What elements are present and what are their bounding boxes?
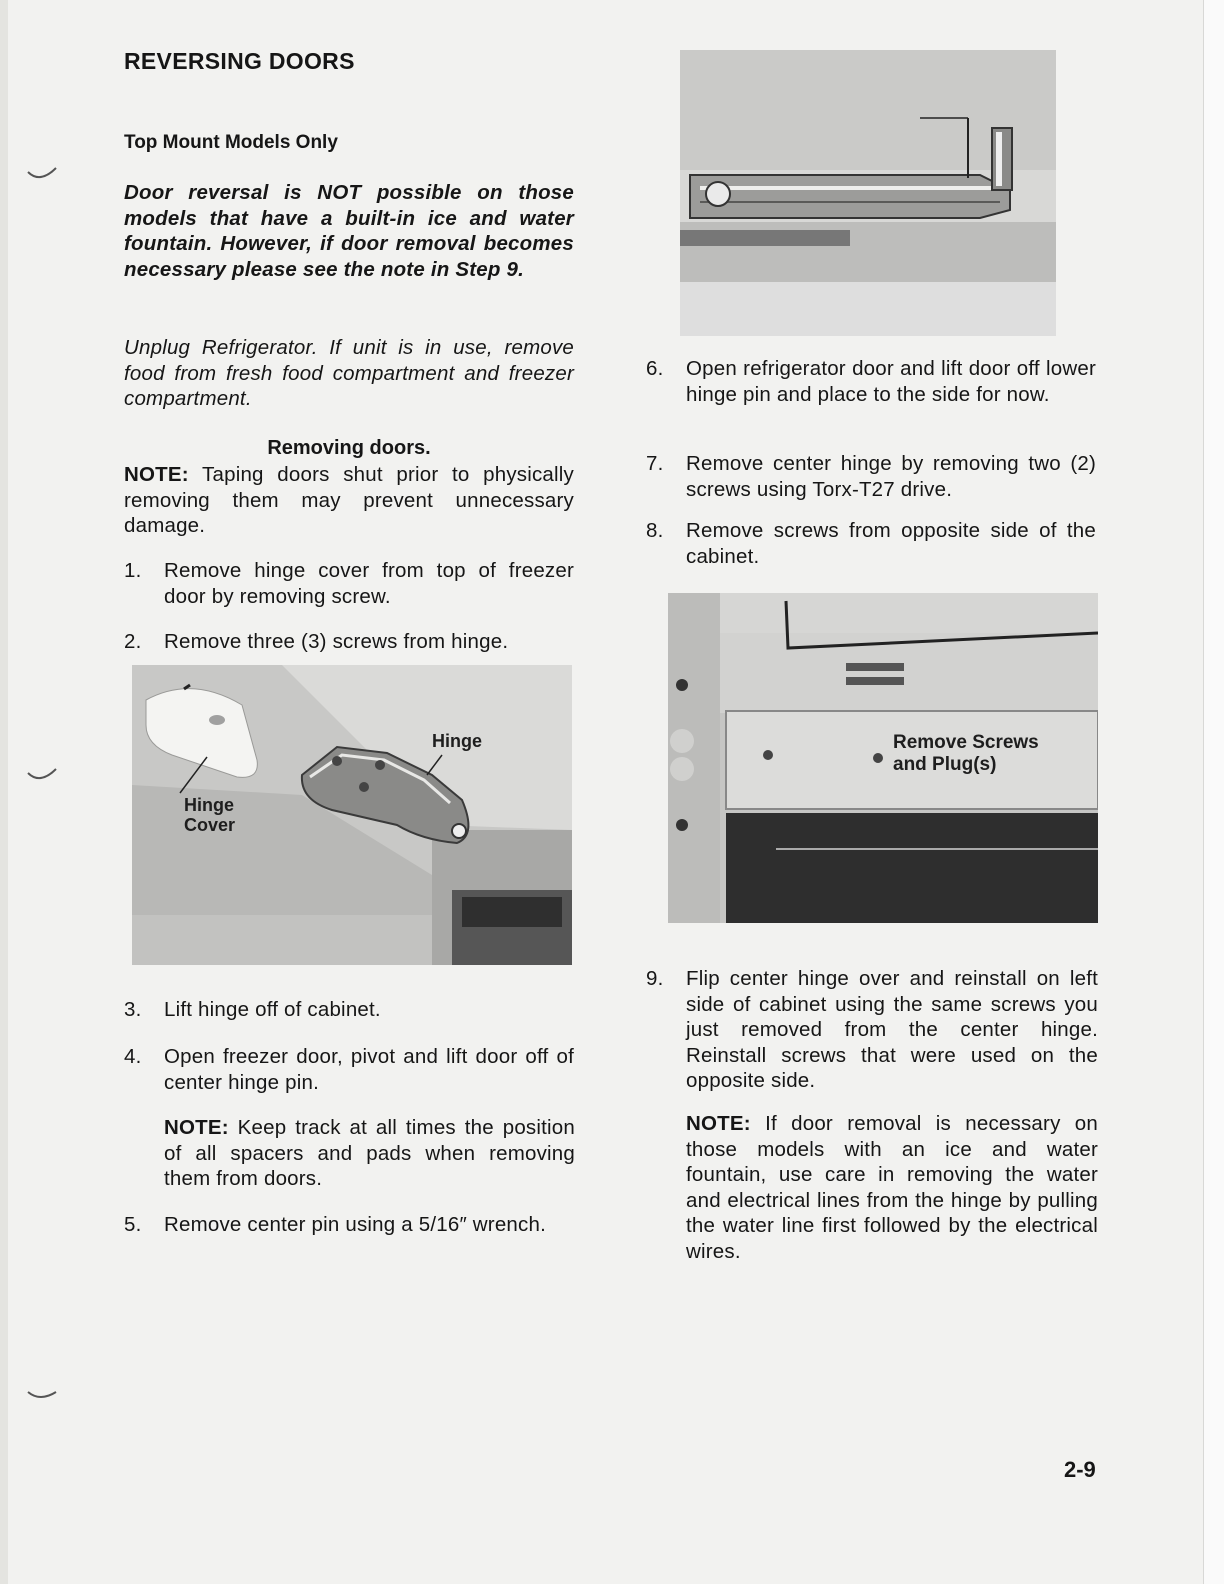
step-text: Lift hinge off of cabinet. xyxy=(164,998,381,1021)
section-subtitle: Top Mount Models Only xyxy=(124,132,338,153)
note-label: NOTE: xyxy=(686,1112,751,1135)
step-text: Flip center hinge over and reinstall on left side of cabinet using the same screws you just removed from the center hinge. Reinstall screws that were used on the opposite side. xyxy=(686,967,1098,1092)
remove-screws-photo xyxy=(668,593,1098,923)
step-text: Open refrigerator door and lift door off lower hinge pin and place to the side for now. xyxy=(686,357,1096,406)
note-text: If door removal is necessary on those models with an ice and water fountain, use care in removing the water and electrical lines from the hinge by pulling the water line first followed by the electrical wires. xyxy=(686,1112,1098,1263)
remove-screws-label-line2: and Plug(s) xyxy=(893,754,997,775)
hinge-cover-label-line1: Hinge xyxy=(184,795,235,815)
step-text: Remove hinge cover from top of freezer door by removing screw. xyxy=(164,559,574,608)
remove-screws-illustration xyxy=(668,593,1098,923)
step-number: 4. xyxy=(124,1045,142,1068)
page-title: REVERSING DOORS xyxy=(124,48,355,74)
note-text: Keep track at all times the position of all spacers and pads when removing them from doors. xyxy=(164,1116,575,1190)
step-number: 5. xyxy=(124,1213,142,1236)
binder-hole-mark xyxy=(22,150,62,190)
step-number: 9. xyxy=(646,967,664,990)
warning-text: Door reversal is NOT possible on those models that have a built-in ice and water fountain. However, if door removal becomes necessary please see the note in Step 9. xyxy=(124,181,574,281)
page-number: 2-9 xyxy=(1064,1457,1096,1482)
step-number: 6. xyxy=(646,357,664,380)
step-number: 8. xyxy=(646,519,664,542)
step-text: Remove screws from opposite side of the cabinet. xyxy=(686,519,1096,568)
step-number: 7. xyxy=(646,452,664,475)
note-text: Taping doors shut prior to physically removing them may prevent unnecessary damage. xyxy=(124,463,574,537)
step-text: Remove center hinge by removing two (2) screws using Torx-T27 drive. xyxy=(686,452,1096,501)
left-column xyxy=(124,48,580,75)
hinge-cover-label-line2: Cover xyxy=(184,815,236,835)
page-right-edge xyxy=(1203,0,1224,1584)
step-number: 1. xyxy=(124,559,142,582)
unplug-instruction: Unplug Refrigerator. If unit is in use, remove food from fresh food compartment and freezer compartment. xyxy=(124,336,574,410)
note-spacers xyxy=(164,1115,575,1192)
binder-hole-mark xyxy=(22,755,62,795)
center-hinge-photo xyxy=(680,50,1056,336)
hinge-photo xyxy=(132,665,572,965)
step-text: Open freezer door, pivot and lift door off of center hinge pin. xyxy=(164,1045,574,1094)
center-hinge-illustration xyxy=(680,50,1056,336)
step-number: 2. xyxy=(124,630,142,653)
hinge-label: Hinge xyxy=(432,731,483,751)
step-number: 3. xyxy=(124,998,142,1021)
removing-doors-heading: Removing doors. xyxy=(267,437,431,459)
note-label: NOTE: xyxy=(164,1116,229,1139)
binder-hole-mark xyxy=(22,1370,62,1410)
step-text: Remove center pin using a 5/16″ wrench. xyxy=(164,1213,546,1236)
note-ice-water xyxy=(686,1111,1098,1264)
step-text: Remove three (3) screws from hinge. xyxy=(164,630,509,653)
note-label: NOTE: xyxy=(124,463,189,486)
note-taping xyxy=(124,462,574,539)
remove-screws-label-line1: Remove Screws xyxy=(893,732,1039,753)
page-left-edge xyxy=(0,0,8,1584)
